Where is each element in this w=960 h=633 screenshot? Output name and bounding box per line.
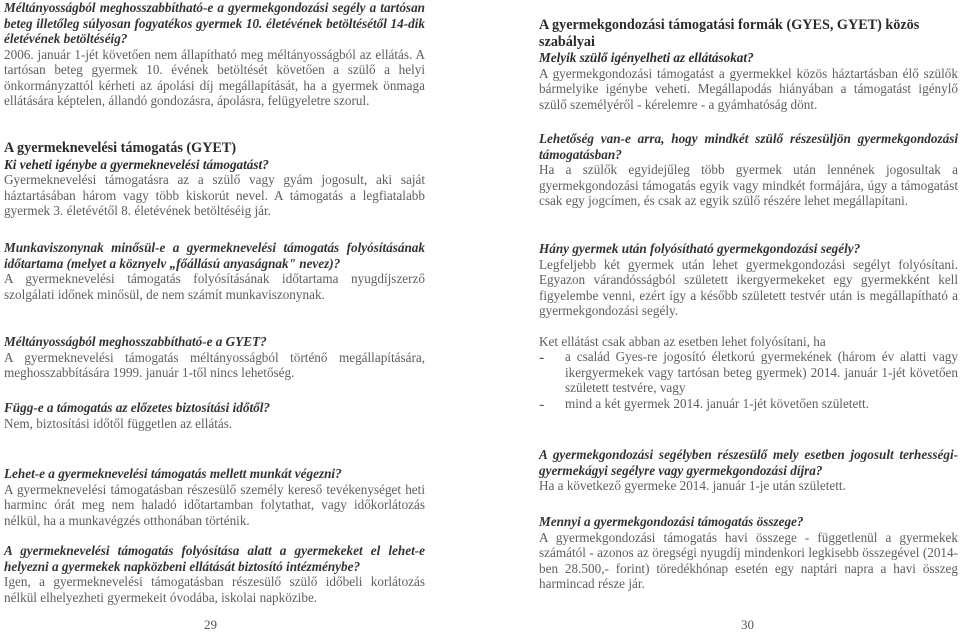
question-heading: A gyermeknevelési támogatás folyósítása alatt a gyermekeket el lehet-e helyezni a gyermekek napközbeni ellátását biztosító intézménybe? xyxy=(4,543,425,574)
answer-paragraph: Ha a szülők egyidejűleg több gyermek után lennének jogosultak a gyermekgondozási támogatás egyik vagy mindkét formájára, úgy a támogatást csak egy jogcímen, és csak az egyik szülő részére lehet megállapítani. xyxy=(539,162,958,208)
right-section-2 xyxy=(539,131,958,209)
answer-paragraph: Ha a következő gyermeke 2014. január 1-je után született. xyxy=(539,478,846,493)
left-section-5 xyxy=(4,400,425,431)
question-heading: Mennyi a gyermekgondozási támogatás összege? xyxy=(539,514,804,529)
answer-paragraph: A gyermeknevelési támogatás méltányosságból történő megállapítására, meghosszabbítására 1999. január 1-től nincs lehetőség. xyxy=(4,349,425,380)
answer-paragraph: A gyermekgondozási támogatás havi összege - függetlenül a gyermekek számától - azonos az öregségi nyugdíj mindenkori legkisebb összegével (2014-ben 28.500,- forint) töredékhónap esetén egy naptári napra a havi összeg harmincad része jár. xyxy=(539,529,958,591)
list-item xyxy=(539,396,958,412)
left-section-2 xyxy=(4,140,425,219)
right-section-5 xyxy=(539,514,958,592)
left-section-3 xyxy=(4,240,425,302)
right-section-3 xyxy=(539,241,958,411)
answer-paragraph: Ket ellátást csak abban az esetben lehet folyósítani, ha xyxy=(539,333,826,349)
page-number-left: 29 xyxy=(204,617,217,632)
list-dash: - xyxy=(539,395,545,413)
left-section-6 xyxy=(4,466,425,528)
section-heading: A gyermekgondozási támogatási formák (GYES, GYET) közös szabályai xyxy=(539,17,920,50)
answer-paragraph: A gyermeknevelési támogatás folyósításának időtartama nyugdíjszerző szolgálati időnek minősül, de nem számít munkaviszonynak. xyxy=(4,271,425,302)
left-section-1 xyxy=(4,0,425,109)
question-heading: Hány gyermek után folyósítható gyermekgondozási segély? xyxy=(539,241,861,256)
answer-paragraph: A gyermeknevelési támogatásban részesülő személy kereső tevékenységet heti harminc órát meg nem haladó időtartamban folytathat, vagy időkorlátozás nélkül, ha a munkavégzés otthonában történik. xyxy=(4,481,425,528)
list-item-text: a család Gyes-re jogosító életkorú gyermekének (három év alatti vagy ikergyermekek vagy tartósan beteg gyermek) 2014. január 1-jét követően született testvére, vagy xyxy=(565,349,958,395)
question-heading: Függ-e a támogatás az előzetes biztosítási időtől? xyxy=(4,400,270,415)
answer-paragraph: A gyermekgondozási támogatást a gyermekkel közös háztartásban élő szülők bármelyike igénybe veheti. Megállapodás hiányában a támogatást igénylő szülő személyéről - kérelemre - a gyámhatóság dönt. xyxy=(539,65,958,112)
question-heading: Ki veheti igénybe a gyermeknevelési támogatást? xyxy=(4,156,269,172)
answer-paragraph: Legfeljebb két gyermek után lehet gyermekgondozási segélyt folyósítani. Egyazon várandósságból született ikergyermekeket egy gyermekként kell figyelembe venni, ezért így a később született testvér után is megállapítható a gyermekgondozási segély. xyxy=(539,256,958,318)
answer-paragraph: Gyermeknevelési támogatásra az a szülő vagy gyám jogosult, aki saját háztartásában három vagy több kiskorút nevel. A támogatás a legfiatalabb gyermek 3. életévétől 8. életévének betöltéséig jár. xyxy=(4,172,425,218)
left-section-7 xyxy=(4,543,425,605)
question-heading: A gyermekgondozási segélyben részesülő mely esetben jogosult terhességi-gyermekágyi segélyre vagy gyermekgondozási díjra? xyxy=(539,447,958,478)
list-dash: - xyxy=(539,349,545,366)
right-section-1 xyxy=(539,17,958,112)
question-heading: Lehetőség van-e arra, hogy mindkét szülő részesüljön gyermekgondozási támogatásban? xyxy=(539,131,958,162)
question-heading: Lehet-e a gyermeknevelési támogatás mellett munkát végezni? xyxy=(4,466,342,481)
list-item xyxy=(539,349,958,396)
question-heading: Munkaviszonynak minősül-e a gyermeknevelési támogatás folyósításának időtartama (melyet a köznyelv „főállású anyaságnak" nevez)? xyxy=(4,240,425,271)
answer-paragraph: Nem, biztosítási időtől független az ellátás. xyxy=(4,415,233,431)
list-item-text: mind a két gyermek 2014. január 1-jét követően született. xyxy=(565,395,869,411)
answer-paragraph: 2006. január 1-jét követően nem állapítható meg méltányosságból az ellátás. A tartósan beteg gyermek 10. évének betöltését követően a szülő a helyi önkormányzattól kérheti az ápolási díj megállapítását, ha a gyermek önmaga ellátására képtelen, állandó gondozásra, ápolásra, felügyeletre szorul. xyxy=(4,46,425,108)
question-heading: Méltányosságból meghosszabbítható-e a GYET? xyxy=(4,334,267,349)
page-number-right: 30 xyxy=(741,617,754,632)
answer-paragraph: Igen, a gyermeknevelési támogatásban részesülő szülő időbeli korlátozás nélkül elhelyezheti gyermekeit óvodába, iskolai napközibe. xyxy=(4,574,425,605)
left-section-4 xyxy=(4,334,425,381)
right-section-4 xyxy=(539,447,958,494)
question-heading: Melyik szülő igényelheti az ellátásokat? xyxy=(539,50,754,65)
question-heading: Méltányosságból meghosszabbítható-e a gyermekgondozási segély a tartósan beteg illetőleg súlyosan fogyatékos gyermek 10. életévének betöltésétől 14-dik életévének betöltéséig? xyxy=(4,0,425,46)
section-heading: A gyermeknevelési támogatás (GYET) xyxy=(4,140,237,156)
